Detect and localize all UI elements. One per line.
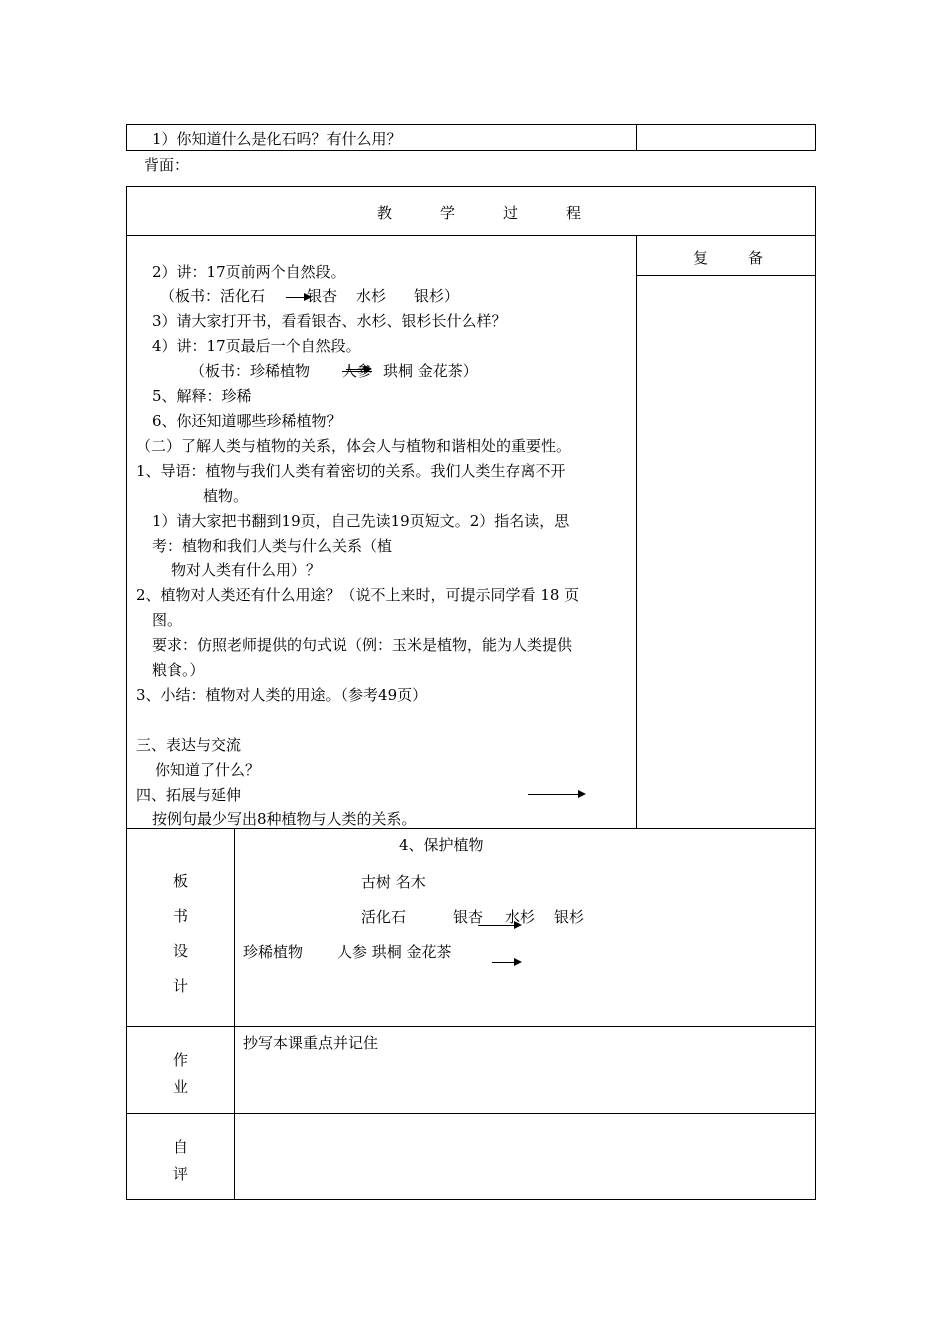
self-eval-label-char: 自 [173, 1138, 189, 1156]
process-line: 3）请大家打开书，看看银杏、水杉、银杉长什么样？ [152, 312, 507, 330]
process-line: 你知道了什么？ [155, 761, 261, 779]
board-label-char: 书 [173, 907, 189, 925]
board-label-char: 板 [173, 872, 189, 890]
process-line: 1）请大家把书翻到19页，自己先读19页短文。2）指名读，思 [152, 512, 570, 530]
board-line: 珍稀植物 [243, 943, 304, 961]
side-header: 复备 [693, 249, 804, 267]
self-eval-section-divider [126, 1113, 816, 1114]
process-line: 植物。 [203, 487, 249, 505]
process-line: 要求：仿照老师提供的句式说（例：玉米是植物，能为人类提供 [152, 636, 573, 654]
process-line: 2）讲：17页前两个自然段。 [152, 263, 346, 281]
label-column-divider [234, 828, 235, 1200]
board-title: 4、保护植物 [399, 836, 484, 854]
process-line: 银杏 [307, 287, 338, 305]
right-arrow-icon [528, 794, 584, 795]
process-line: （板书：活化石 [160, 287, 266, 305]
process-line: 三、表达与交流 [136, 736, 242, 754]
board-line: 人参 珙桐 金花茶 [337, 943, 452, 961]
header-divider [126, 235, 816, 236]
right-arrow-icon [346, 369, 370, 370]
board-label-char: 设 [173, 942, 189, 960]
top-question-text: 1）你知道什么是化石吗？有什么用？ [152, 130, 402, 148]
process-line: 5、解释：珍稀 [152, 387, 252, 405]
process-line: 4）讲：17页最后一个自然段。 [152, 337, 361, 355]
homework-content: 抄写本课重点并记住 [243, 1034, 379, 1052]
process-line: （板书：珍稀植物 [190, 362, 311, 380]
process-line: 四、拓展与延伸 [136, 786, 242, 804]
process-line: 图。 [152, 611, 183, 629]
board-line: 古树 名木 [361, 873, 426, 891]
process-line: 2、植物对人类还有什么用途？（说不上来时，可提示同学看 18 页 [136, 586, 580, 604]
board-line: 活化石 [361, 908, 407, 926]
self-eval-label-char: 评 [173, 1165, 189, 1183]
board-line: 银杉 [554, 908, 585, 926]
process-header: 教学过程 [377, 204, 630, 222]
right-arrow-icon [492, 962, 520, 963]
process-line: 按例句最少写出8种植物与人类的关系。 [152, 810, 417, 828]
top-table-divider [636, 124, 637, 151]
process-line: （二）了解人类与植物的关系，体会人与植物和谐相处的重要性。 [136, 437, 572, 455]
back-label: 背面： [144, 156, 190, 174]
side-header-divider [636, 275, 816, 276]
board-label-char: 计 [173, 977, 189, 995]
process-line: 粮食。） [152, 661, 205, 679]
board-line: 银杏 [453, 908, 484, 926]
homework-label-char: 作 [173, 1051, 189, 1069]
process-line: 6、你还知道哪些珍稀植物？ [152, 412, 342, 430]
process-line: 银杉） [414, 287, 460, 305]
process-side-divider [636, 235, 637, 828]
process-line: 人参 [342, 362, 373, 380]
board-line: 水杉 [505, 908, 536, 926]
process-line: 水杉 [356, 287, 387, 305]
homework-label-char: 业 [173, 1078, 189, 1096]
process-line: 考：植物和我们人类与什么关系（植 [152, 537, 393, 555]
process-line: 3、小结：植物对人类的用途。（参考49页） [136, 686, 428, 704]
process-line: 珙桐 金花茶） [383, 362, 478, 380]
homework-section-divider [126, 1026, 816, 1027]
process-line: 物对人类有什么用）？ [171, 561, 322, 579]
process-line: 1、导语：植物与我们人类有着密切的关系。我们人类生存离不开 [136, 462, 566, 480]
